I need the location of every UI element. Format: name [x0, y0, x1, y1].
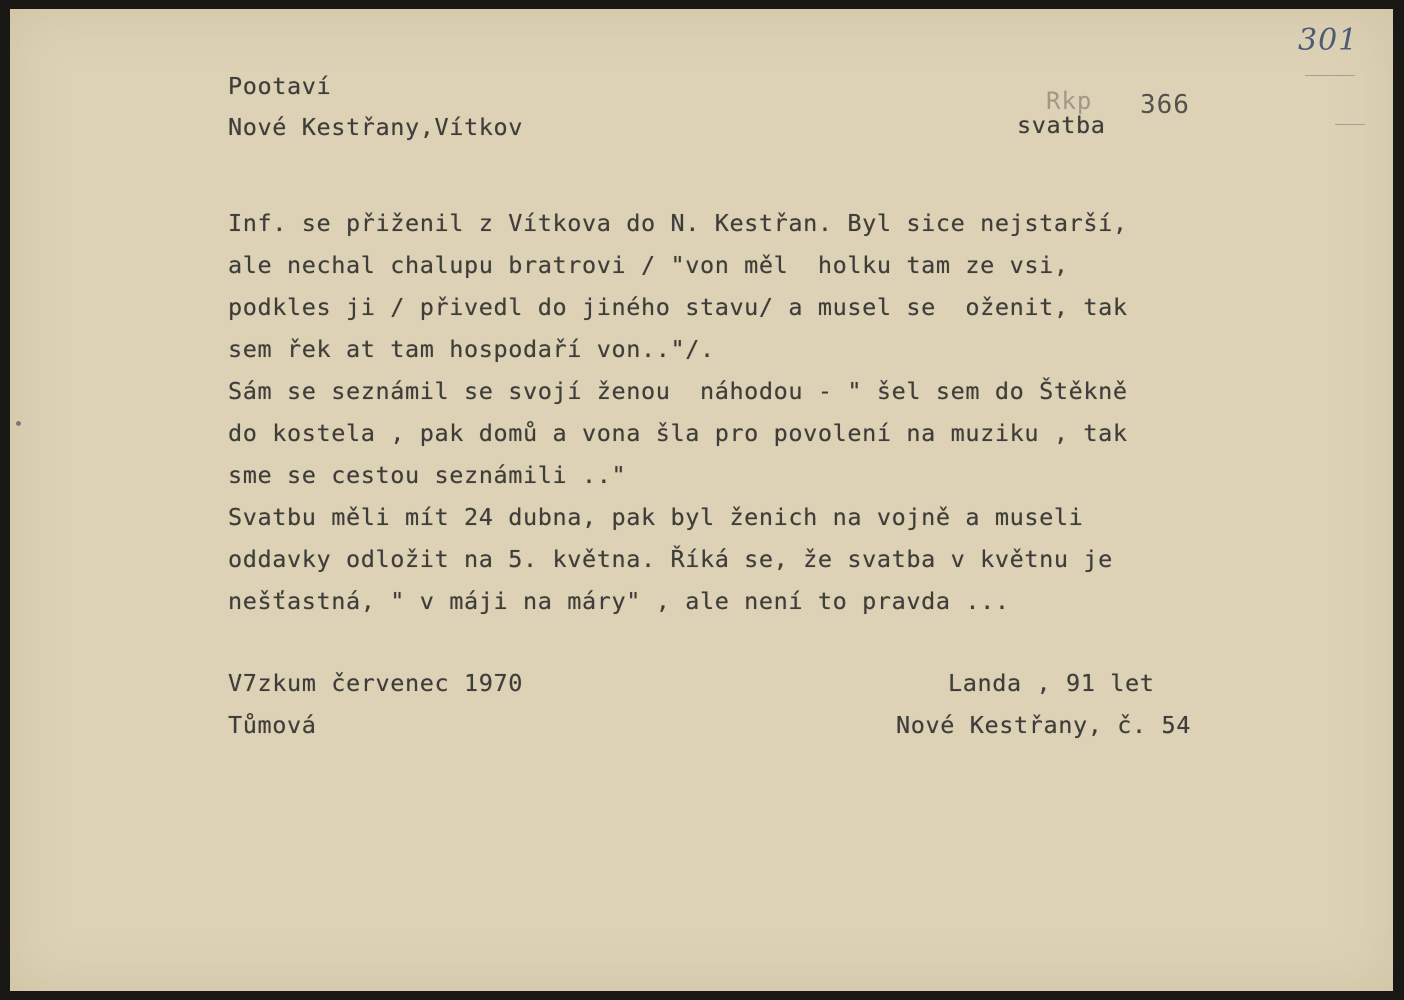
body-line: Svatbu měli mít 24 dubna, pak byl ženich na vojně a museli — [228, 503, 1084, 531]
footer-informant-address: Nové Kestřany, č. 54 — [896, 711, 1191, 739]
header-locality: Nové Kestřany,Vítkov — [228, 113, 523, 141]
body-line: Sám se seznámil se svojí ženou náhodou - " šel sem do Štěkně — [228, 377, 1128, 405]
body-line: oddavky odložit na 5. května. Říká se, že svatba v květnu je — [228, 545, 1113, 573]
header-region: Pootaví — [228, 72, 332, 100]
margin-mark — [1305, 75, 1355, 76]
archive-index-card — [10, 9, 1393, 991]
punch-dot — [16, 421, 21, 426]
body-line: Inf. se přiženil z Vítkova do N. Kestřan. Byl sice nejstarší, — [228, 209, 1128, 237]
call-number-prefix: Rkp — [1046, 87, 1093, 115]
body-line: nešťastná, " v máji na máry" , ale není to pravda ... — [228, 587, 1010, 615]
call-number: 366 — [1140, 90, 1190, 120]
footer-research-date: V7zkum červenec 1970 — [228, 669, 523, 697]
header-topic: svatba — [1017, 111, 1106, 139]
body-line: podkles ji / přivedl do jiného stavu/ a musel se oženit, tak — [228, 293, 1128, 321]
footer-researcher: Tůmová — [228, 711, 317, 739]
body-line: sme se cestou seznámili .." — [228, 461, 627, 489]
body-line: ale nechal chalupu bratrovi / "von měl holku tam ze vsi, — [228, 251, 1069, 279]
body-line: do kostela , pak domů a vona šla pro povolení na muziku , tak — [228, 419, 1128, 447]
body-line: sem řek at tam hospodaří von.."/. — [228, 335, 715, 363]
footer-informant: Landa , 91 let — [948, 669, 1155, 697]
margin-mark — [1335, 124, 1365, 125]
page-number-handwritten: 301 — [1298, 23, 1359, 58]
